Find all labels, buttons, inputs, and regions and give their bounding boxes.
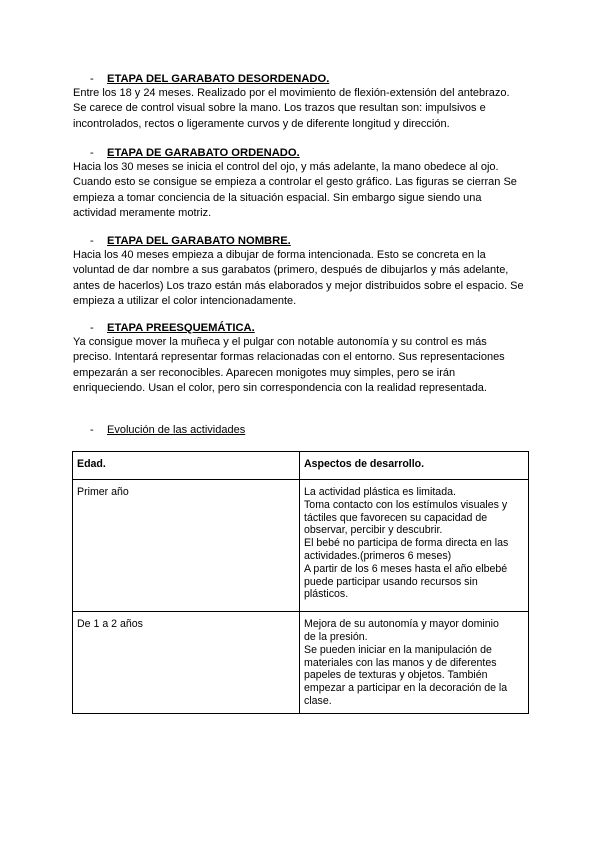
section-heading	[90, 146, 533, 160]
bullet-dash: -	[90, 147, 94, 159]
cell-line: plásticos.	[304, 588, 349, 601]
section-paragraph	[73, 86, 533, 132]
bullet-dash: -	[90, 73, 94, 85]
heading-text: ETAPA PREESQUEMÁTICA.	[107, 322, 255, 334]
paragraph-line: preciso. Intentará representar formas relacionadas con el entorno. Sus representaciones	[73, 351, 505, 364]
paragraph-line: empieza a tomar conciencia de la situación espacial. Sin embargo sigue siendo una	[73, 191, 482, 204]
cell-line: materiales con las manos y de diferentes	[304, 656, 497, 669]
table-row	[73, 612, 529, 714]
table-row	[73, 480, 529, 612]
heading-text: ETAPA DEL GARABATO DESORDENADO.	[107, 73, 330, 85]
paragraph-line: empieza a utilizar el color intencionadamente.	[73, 294, 297, 307]
heading-text: ETAPA DE GARABATO ORDENADO.	[107, 147, 300, 159]
section-garabato-ordenado	[73, 146, 533, 221]
cell-aspects	[300, 480, 529, 612]
paragraph-line: Cuando esto se consigue se empieza a controlar el gesto gráfico. Las figuras se cierran Se	[73, 176, 517, 189]
cell-line: de la presión.	[304, 630, 368, 643]
paragraph-line: empezarán a ser reconocibles. Aparecen monigotes muy simples, pero se irán	[73, 366, 456, 379]
activities-heading	[90, 424, 245, 436]
paragraph-line: Hacia los 40 meses empieza a dibujar de forma intencionada. Esto se concreta en la	[73, 249, 486, 261]
paragraph-line: Se carece de control visual sobre la mano. Los trazos que resultan son: impulsivos e	[73, 102, 486, 115]
cell-line: puede participar usando recursos sin	[304, 575, 478, 588]
section-paragraph	[73, 160, 533, 221]
paragraph-line: incontrolados, rectos o ligeramente curvos y de diferente longitud y dirección.	[73, 117, 450, 130]
activities-heading-text: Evolución de las actividades	[107, 424, 246, 436]
paragraph-line: actividad meramente motriz.	[73, 206, 212, 219]
cell-line: actividades.(primeros 6 meses)	[304, 549, 452, 562]
cell-line: táctiles que favorecen su capacidad de	[304, 511, 488, 524]
cell-aspects	[300, 612, 529, 714]
bullet-dash: -	[90, 322, 94, 334]
cell-age: Primer año	[73, 480, 300, 612]
section-preesquematica	[73, 321, 533, 396]
cell-line: A partir de los 6 meses hasta el año elbebé	[304, 562, 508, 575]
cell-line: Se pueden iniciar en la manipulación de	[304, 643, 492, 656]
paragraph-line: Entre los 18 y 24 meses. Realizado por el movimiento de flexión-extensión del antebrazo.	[73, 87, 510, 99]
cell-line: observar, percibir y descubrir.	[304, 524, 443, 537]
header-age: Edad.	[73, 452, 300, 480]
bullet-dash: -	[90, 424, 94, 436]
cell-age: De 1 a 2 años	[73, 612, 300, 714]
cell-line: Mejora de su autonomía y mayor dominio	[304, 618, 499, 631]
development-table	[72, 451, 529, 714]
paragraph-line: antes de hacerlos) Los trazo están más elaborados y mejor distribuidos sobre el espacio. Se	[73, 279, 524, 292]
section-paragraph	[73, 248, 533, 309]
section-garabato-nombre	[73, 234, 533, 309]
bullet-dash: -	[90, 235, 94, 247]
section-heading	[90, 234, 533, 248]
section-garabato-desordenado	[73, 72, 533, 132]
cell-line: papeles de texturas y objetos. También	[304, 669, 488, 682]
header-aspects: Aspectos de desarrollo.	[300, 452, 529, 480]
table-header-row	[73, 452, 529, 480]
section-heading	[90, 321, 533, 335]
cell-line: La actividad plástica es limitada.	[304, 486, 456, 498]
cell-line: Toma contacto con los estímulos visuales y	[304, 498, 508, 511]
paragraph-line: enriqueciendo. Usan el color, pero sin correspondencia con la realidad representada.	[73, 381, 487, 394]
cell-line: clase.	[304, 694, 332, 707]
cell-line: empezar a participar en la decoración de la	[304, 682, 508, 695]
section-paragraph	[73, 335, 533, 396]
paragraph-line: Hacia los 30 meses se inicia el control del ojo, y más adelante, la mano obedece al ojo.	[73, 161, 499, 173]
section-heading	[90, 72, 533, 86]
heading-text: ETAPA DEL GARABATO NOMBRE.	[107, 235, 291, 247]
cell-line: El bebé no participa de forma directa en las	[304, 537, 509, 550]
paragraph-line: Ya consigue mover la muñeca y el pulgar con notable autonomía y su control es más	[73, 336, 487, 348]
paragraph-line: voluntad de dar nombre a sus garabatos (primero, después de dibujarlos y más adelante,	[73, 264, 509, 277]
